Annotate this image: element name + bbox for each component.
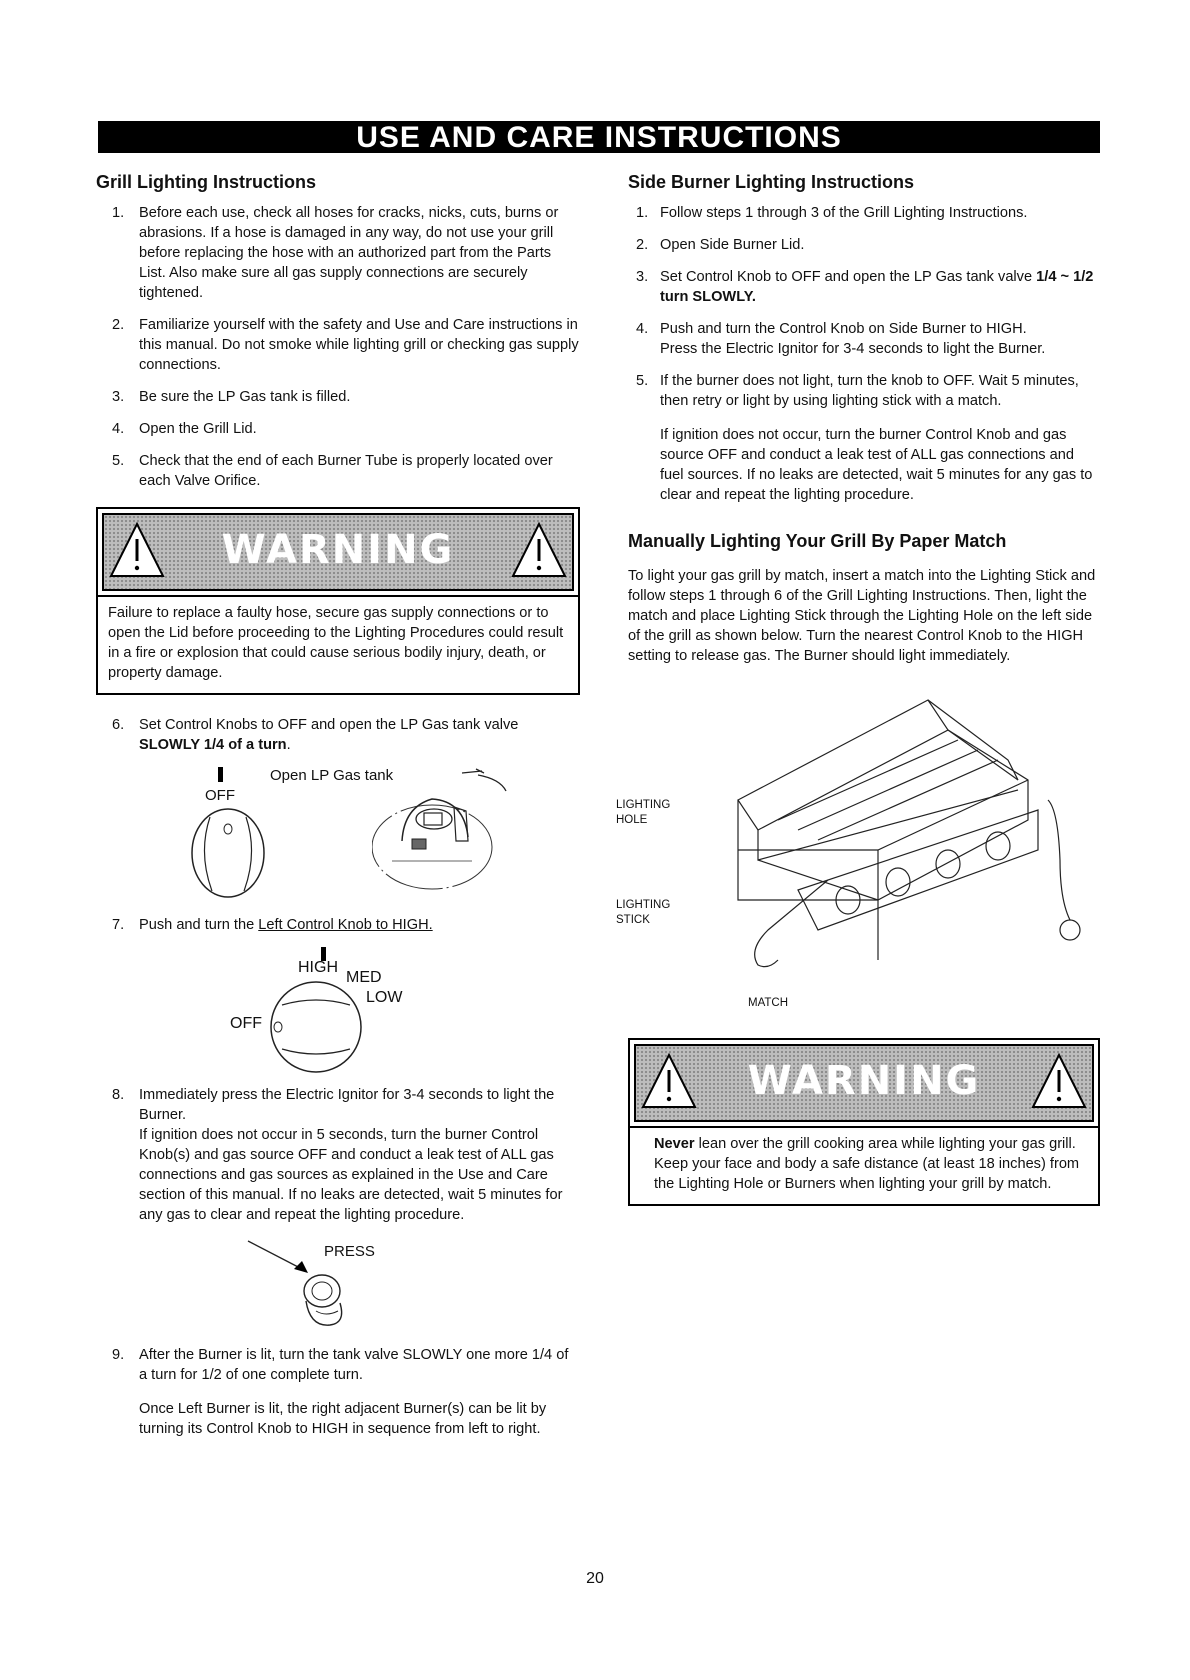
warning-text: Failure to replace a faulty hose, secure gas supply connections or to open the Lid before proceeding to the Lighting Procedures could result in a fire or explosion that could cause serious bodily injury, death, or property damage. [98,595,578,693]
warning-title: WARNING [747,1058,981,1104]
warning-box-lean [628,1038,1100,1206]
list-item: 7. Push and turn the Left Control Knob to HIGH. [112,917,433,933]
warning-text: Never lean over the grill cooking area while lighting your gas grill. Keep your face and body a safe distance (at least 18 inches) from the Lighting Hole or Burners when lighting your grill by match. [630,1126,1098,1204]
press-label: PRESS [324,1243,375,1260]
warning-triangle-icon [510,521,568,579]
warning-title: WARNING [221,527,455,573]
figure-knob-tank [96,767,580,907]
list-item: 5. Check that the end of each Burner Tube is properly located over each Valve Orifice. [112,453,553,489]
off-label: OFF [230,1015,262,1032]
list-item: 2. Familiarize yourself with the safety and Use and Care instructions in this manual. Do not smoke while lighting grill or checking gas supply connections. [112,317,579,373]
grill-figure [616,680,1100,1010]
warning-header [102,513,574,591]
warning-header [634,1044,1094,1122]
figure-ignitor [96,1237,580,1337]
tank-valve-icon [372,767,512,897]
list-item: 5. If the burner does not light, turn the knob to OFF. Wait 5 minutes, then retry or light by using lighting stick with a match. If ignition does not occur, turn the burner Control Knob and gas source OFF and conduct a leak test of ALL gas connections and fuel sources. If no leaks are detected, wait 5 minutes for any gas to clear and repeat the lighting procedure. [636,373,1093,503]
warning-triangle-icon [1030,1052,1088,1110]
med-label: MED [346,969,382,986]
list-item: 9. After the Burner is lit, turn the tank valve SLOWLY one more 1/4 of a turn for 1/2 of one complete turn. [112,1347,569,1383]
section-banner: USE AND CARE INSTRUCTIONS [98,121,1100,153]
high-label: HIGH [298,959,338,976]
lighting-hole-label: LIGHTING HOLE [616,799,671,826]
figure-knob-high [96,947,580,1077]
match-label: MATCH [748,997,789,1009]
list-item: 2. Open Side Burner Lid. [636,237,805,253]
ignitor-button-icon [296,1267,356,1333]
side-burner-title: Side Burner Lighting Instructions [628,172,915,192]
warning-triangle-icon [640,1052,698,1110]
control-knob-icon [266,977,366,1077]
list-item: 4. Push and turn the Control Knob on Side Burner to HIGH. Press the Electric Ignitor for 3-4 seconds to light the Burner. [636,321,1046,357]
lighting-stick-label: LIGHTING STICK [616,899,671,926]
list-item: 1. Before each use, check all hoses for cracks, nicks, cuts, burns or abrasions. If a hose is damaged in any way, do not use your grill before replacing the hose with an authorized part from the Parts List. Also make sure all gas supply connections are securely tightened. [112,205,559,301]
closing-text: Once Left Burner is lit, the right adjacent Burner(s) can be lit by turning its Control Knob to HIGH in sequence from left to right. [139,1401,547,1437]
grill-illustration [698,680,1098,980]
low-label: LOW [366,989,403,1006]
control-knob-icon [188,807,268,899]
warning-box-hose [96,507,580,695]
list-item: 3. Set Control Knob to OFF and open the LP Gas tank valve 1/4 ~ 1/2 turn SLOWLY. [636,269,1094,305]
list-item: 4. Open the Grill Lid. [112,421,257,437]
list-item: 6. Set Control Knobs to OFF and open the LP Gas tank valve SLOWLY 1/4 of a turn. [112,717,519,753]
match-lighting-text: To light your gas grill by match, insert a match into the Lighting Stick and follow steps 1 through 6 of the Grill Lighting Instructions. Then, light the match and place Lighting Stick through the Lighting Hole on the left side of the grill as shown below. Turn the nearest Control Knob to the HIGH setting to release gas. The Burner should light immediately. [628,568,1096,664]
grill-lighting-title: Grill Lighting Instructions [96,172,316,192]
list-item: 1. Follow steps 1 through 3 of the Grill Lighting Instructions. [636,205,1028,221]
left-column [96,172,580,1439]
list-item: 3. Be sure the LP Gas tank is filled. [112,389,351,405]
page-number: 20 [586,1570,604,1587]
right-column [616,172,1100,1226]
match-lighting-title: Manually Lighting Your Grill By Paper Match [628,531,1007,551]
off-label: OFF [205,787,235,804]
warning-triangle-icon [108,521,166,579]
open-tank-label: Open LP Gas tank [270,767,394,784]
indicator-mark [218,767,223,782]
list-item: 8. Immediately press the Electric Ignitor for 3-4 seconds to light the Burner. If ignition does not occur in 5 seconds, turn the burner Control Knob(s) and gas source OFF and conduct a leak test of ALL gas connections and gas sources as explained in the Use and Care section of this manual. If no leaks are detected, wait 5 minutes for any gas to clear and repeat the lighting procedure. [112,1087,563,1223]
